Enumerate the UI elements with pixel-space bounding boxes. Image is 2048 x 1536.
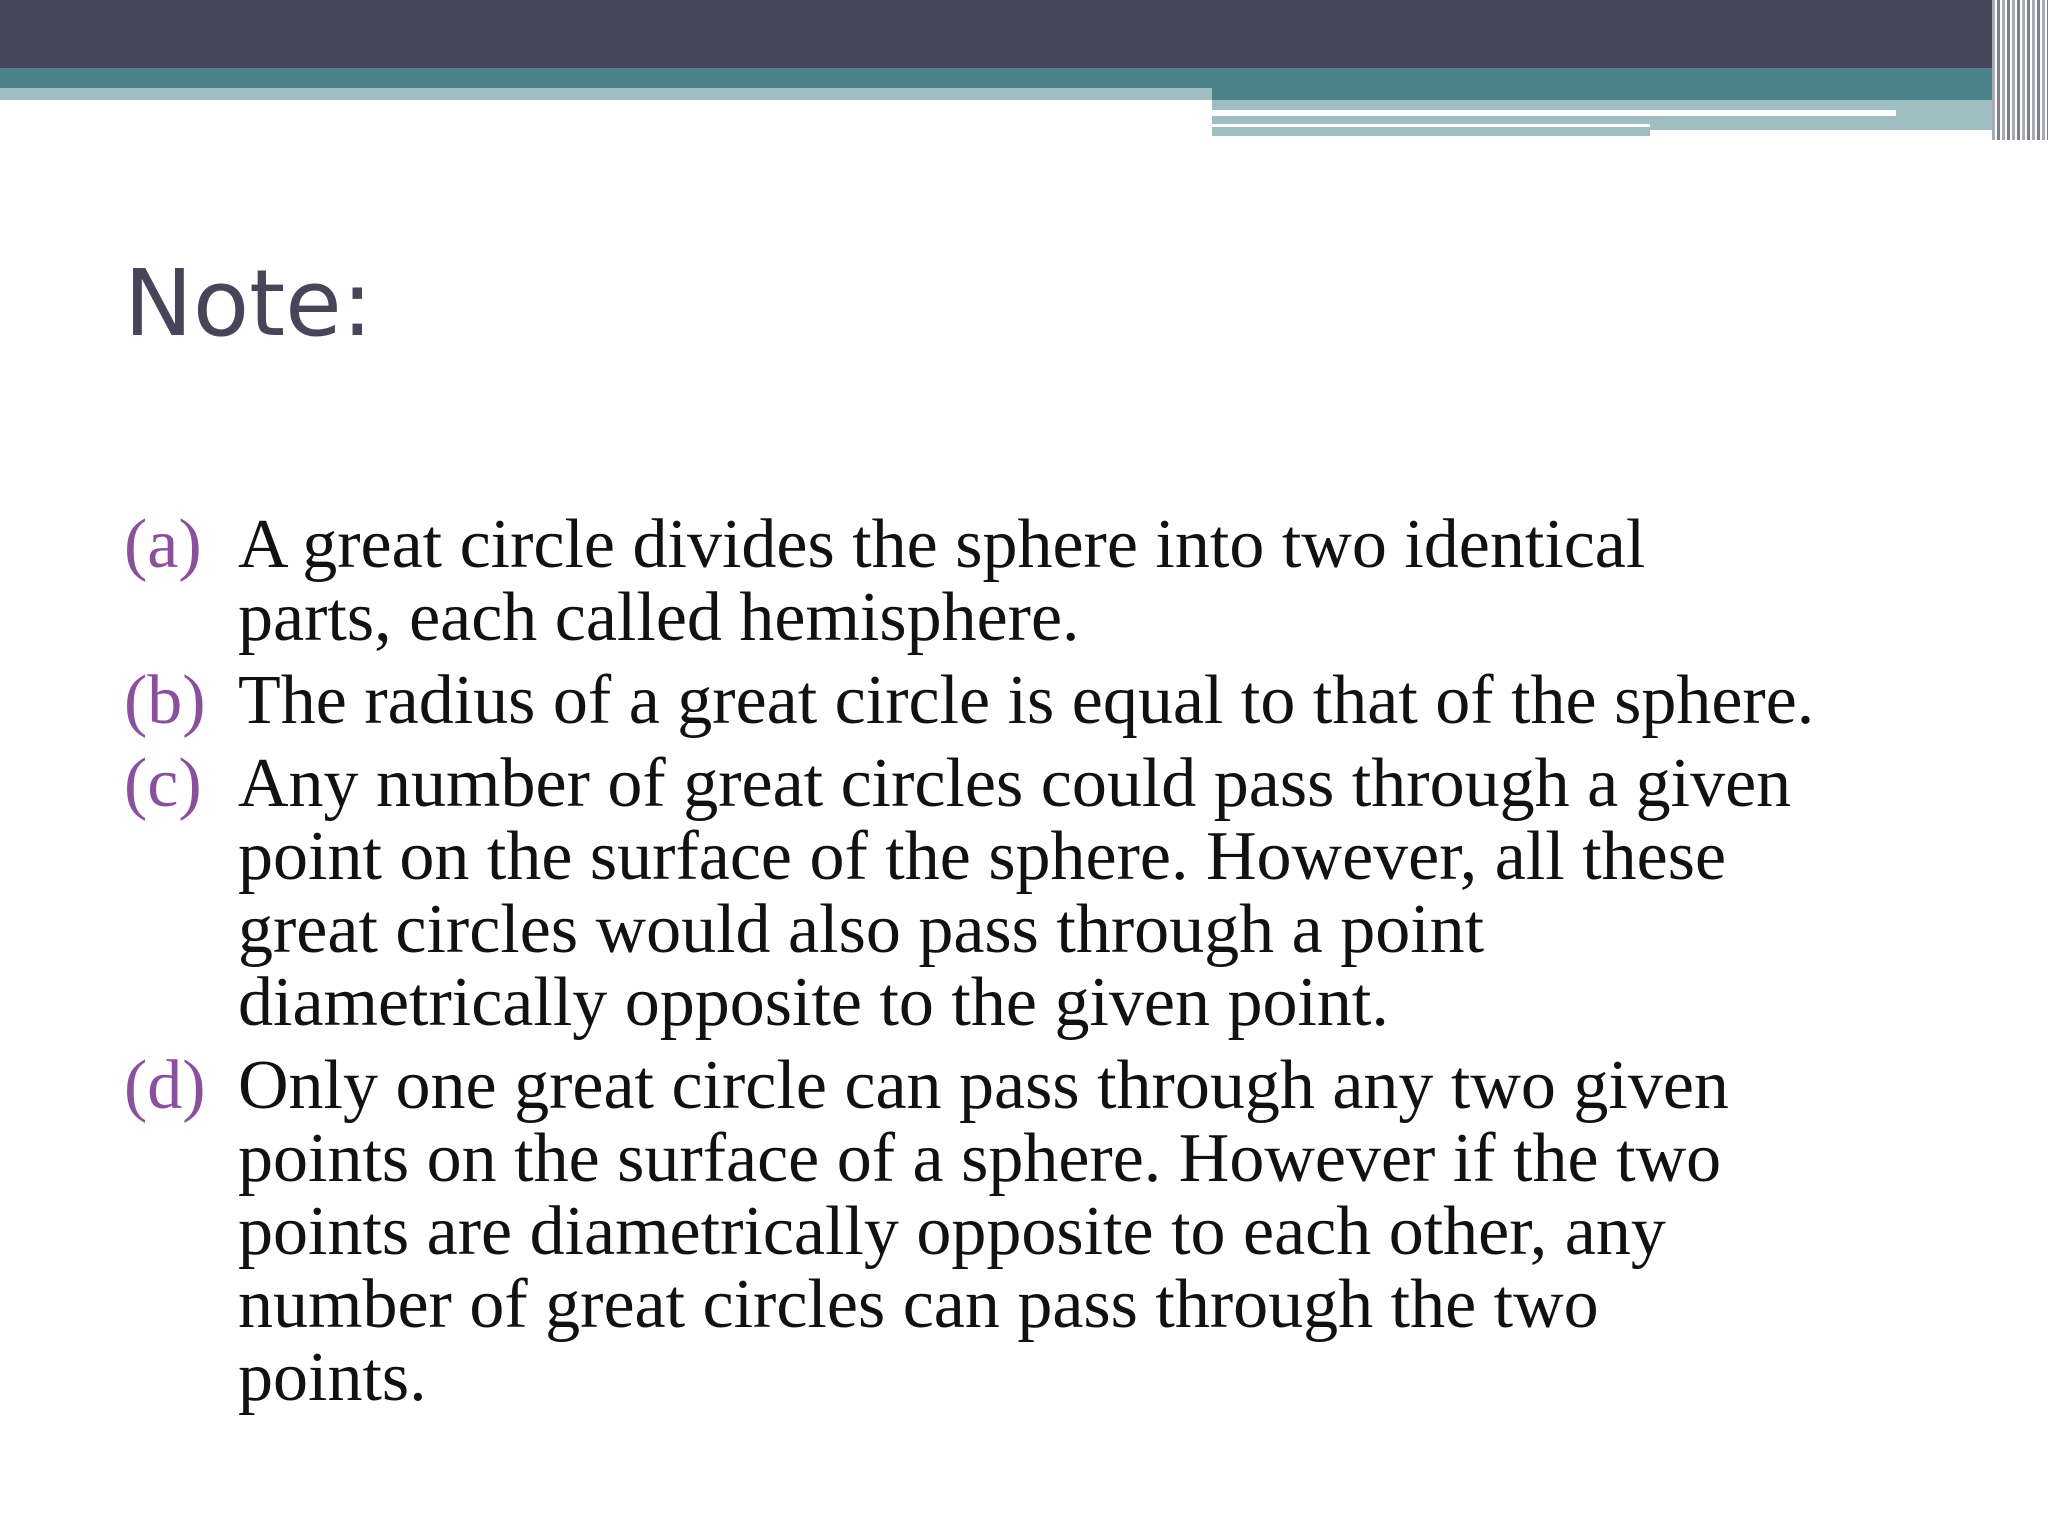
list-marker: (d)	[124, 1047, 206, 1124]
decorative-white-line	[1212, 110, 1896, 116]
list-item	[124, 664, 2004, 737]
top-light-teal-band-left	[0, 88, 1212, 100]
list-marker: (c)	[124, 745, 202, 822]
list-item-text: Any number of great circles could pass through a given point on the surface of the sphere. However, all these great circles would also pass through a point diametrically opposite to the given point.	[238, 745, 1792, 1041]
decorative-white-line	[1212, 124, 1650, 127]
list-marker: (b)	[124, 662, 206, 739]
list-item-text: Only one great circle can pass through any two given points on the surface of a sphere. However if the two points are diametrically opposite to each other, any number of great circles can pass through the two points.	[238, 1047, 1729, 1416]
list-item	[124, 747, 2004, 1039]
slide-title: Note:	[124, 250, 373, 357]
list-marker: (a)	[124, 506, 202, 583]
notes-list	[124, 508, 2004, 1424]
list-item-text: A great circle divides the sphere into two identical parts, each called hemisphere.	[238, 506, 1646, 656]
top-teal-band-right	[1212, 68, 2048, 100]
decorative-white-line	[1650, 130, 2048, 136]
top-dark-band	[0, 0, 2048, 68]
list-item-text: The radius of a great circle is equal to that of the sphere.	[238, 662, 1815, 739]
list-item	[124, 1049, 2004, 1414]
list-item	[124, 508, 2004, 654]
top-teal-band-left	[0, 68, 1212, 88]
decorative-vertical-stripes	[1992, 0, 2048, 140]
